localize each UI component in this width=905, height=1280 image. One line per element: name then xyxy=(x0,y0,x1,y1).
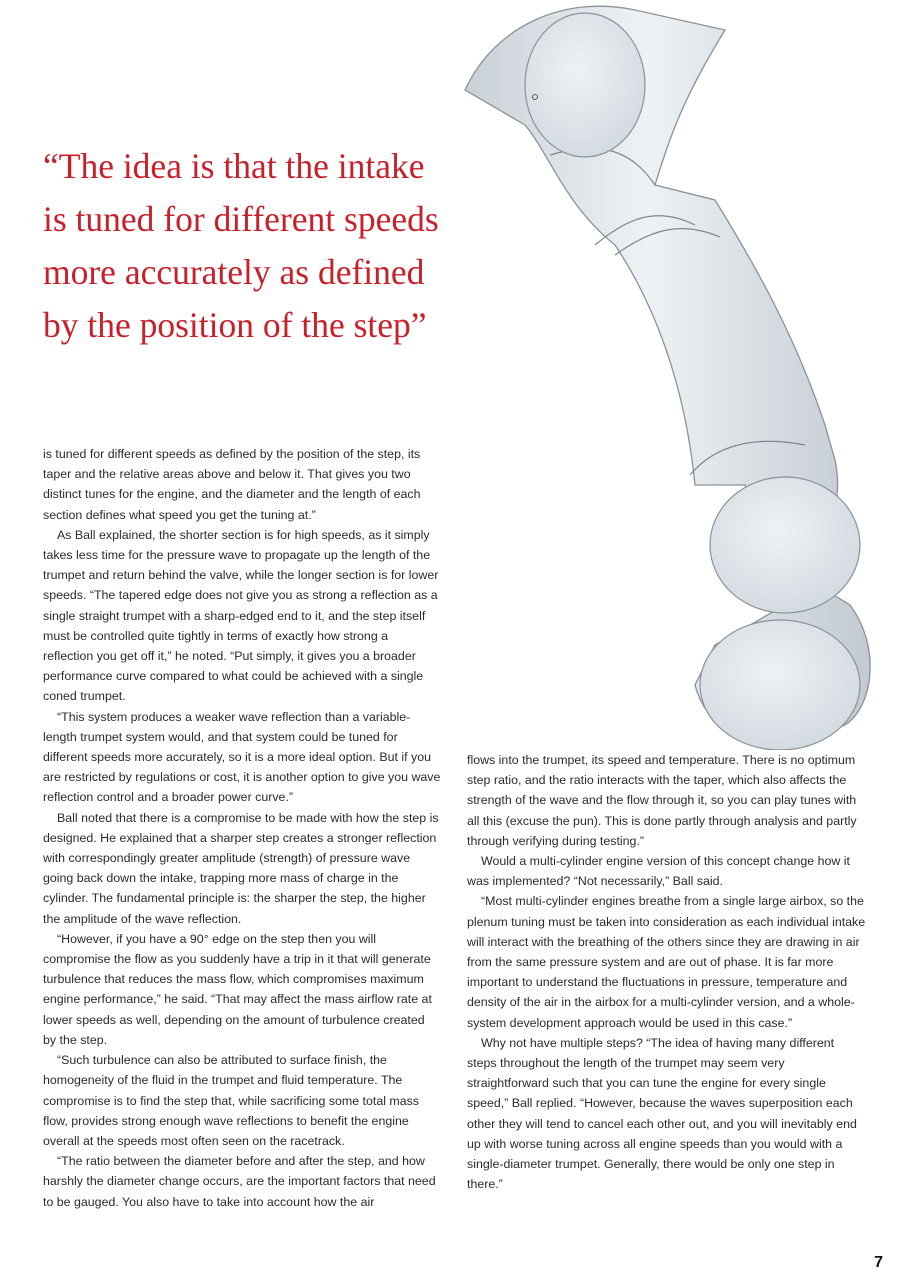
paragraph: “This system produces a weaker wave reflection than a variable-length trumpet system would, and that system could be tuned for different speeds more accurately, so it is a more ideal option. But if you are restricted by regulations or cost, it is another option to give you wave reflection control and a broader power curve.” xyxy=(43,709,441,805)
pull-quote: “The idea is that the intake is tuned for different speeds more accurately as defined by the position of the step” xyxy=(43,146,439,345)
paragraph: Why not have multiple steps? “The idea of having many different steps throughout the length of the trumpet may seem very straightforward such that you can tune the engine for every single speed,” Ball replied. “However, because the waves superposition each other they will tend to cancel each other out, and you will inevitably end up with worse tuning across all engine speeds than you would with a single-diameter trumpet. Generally, there would be only one step in there.” xyxy=(467,1035,857,1192)
paragraph: Ball noted that there is a compromise to be made with how the step is designed. He explained that a sharper step creates a stronger reflection with correspondingly greater amplitude (strength) of pressure wave going back down the intake, trapping more mass of charge in the cylinder. The fundamental principle is: the sharper the step, the higher the amplitude of the wave reflection. xyxy=(43,810,439,926)
intake-trumpet-render xyxy=(455,5,905,750)
paragraph: flows into the trumpet, its speed and temperature. There is no optimum step ratio, and the ratio interacts with the taper, which also affects the strength of the wave and the flow through it, so you can play tunes with all this (excuse the pun). This is done partly through analysis and partly through verifying during testing.” xyxy=(467,753,857,848)
paragraph: “Most multi-cylinder engines breathe from a single large airbox, so the plenum tuning must be taken into consideration as each individual intake will interact with the breathing of the others since they are drawing in air from the same pressure system and are out of phase. It is far more important to understand the fluctuations in pressure, temperature and density of the air in the airbox for a multi-cylinder version, and a whole-system development approach would be used in this case.” xyxy=(467,894,866,1030)
left-column xyxy=(43,444,441,1212)
pipe-lower-cap xyxy=(710,477,860,613)
pipe-bottom-cap xyxy=(700,620,860,750)
paragraph: Would a multi-cylinder engine version of this concept change how it was implemented? “Not necessarily,” Ball said. xyxy=(467,854,850,889)
paragraph: “The ratio between the diameter before and after the step, and how harshly the diameter change occurs, are the important factors that need to be gauged. You also have to take into account how the air xyxy=(43,1154,436,1209)
paragraph: is tuned for different speeds as defined by the position of the step, its taper and the relative areas above and below it. That gives you two distinct tunes for the engine, and the diameter and the length of each section defines what speed you get the tuning at.” xyxy=(43,447,421,522)
pipe-top-end xyxy=(525,13,645,157)
page-number: 7 xyxy=(874,1254,883,1271)
right-column xyxy=(467,750,867,1194)
paragraph: “Such turbulence can also be attributed to surface finish, the homogeneity of the fluid in the trumpet and fluid temperature. The compromise is to find the step that, while sacrificing some total mass flow, provides strong enough wave reflections to benefit the engine overall at the speeds most often seen on the racetrack. xyxy=(43,1053,420,1148)
paragraph: “However, if you have a 90° edge on the step then you will compromise the flow as you suddenly have a trip in it that will generate turbulence that reduces the mass flow, which compromises maximum engine performance,” he said. “That may affect the mass airflow rate at lower speeds as well, depending on the amount of turbulence created by the step. xyxy=(43,931,432,1047)
paragraph: As Ball explained, the shorter section is for high speeds, as it simply takes less time for the pressure wave to propagate up the length of the trumpet and return behind the valve, while the longer section is for lower speeds. “The tapered edge does not give you as strong a reflection as a single straight trumpet with a sharp-edged end to it, and the step itself must be controlled quite tightly in terms of exactly how strong a reflection you get off it,” he noted. “Put simply, it gives you a broader performance curve compared to what could be achieved with a single coned trumpet. xyxy=(43,527,439,704)
